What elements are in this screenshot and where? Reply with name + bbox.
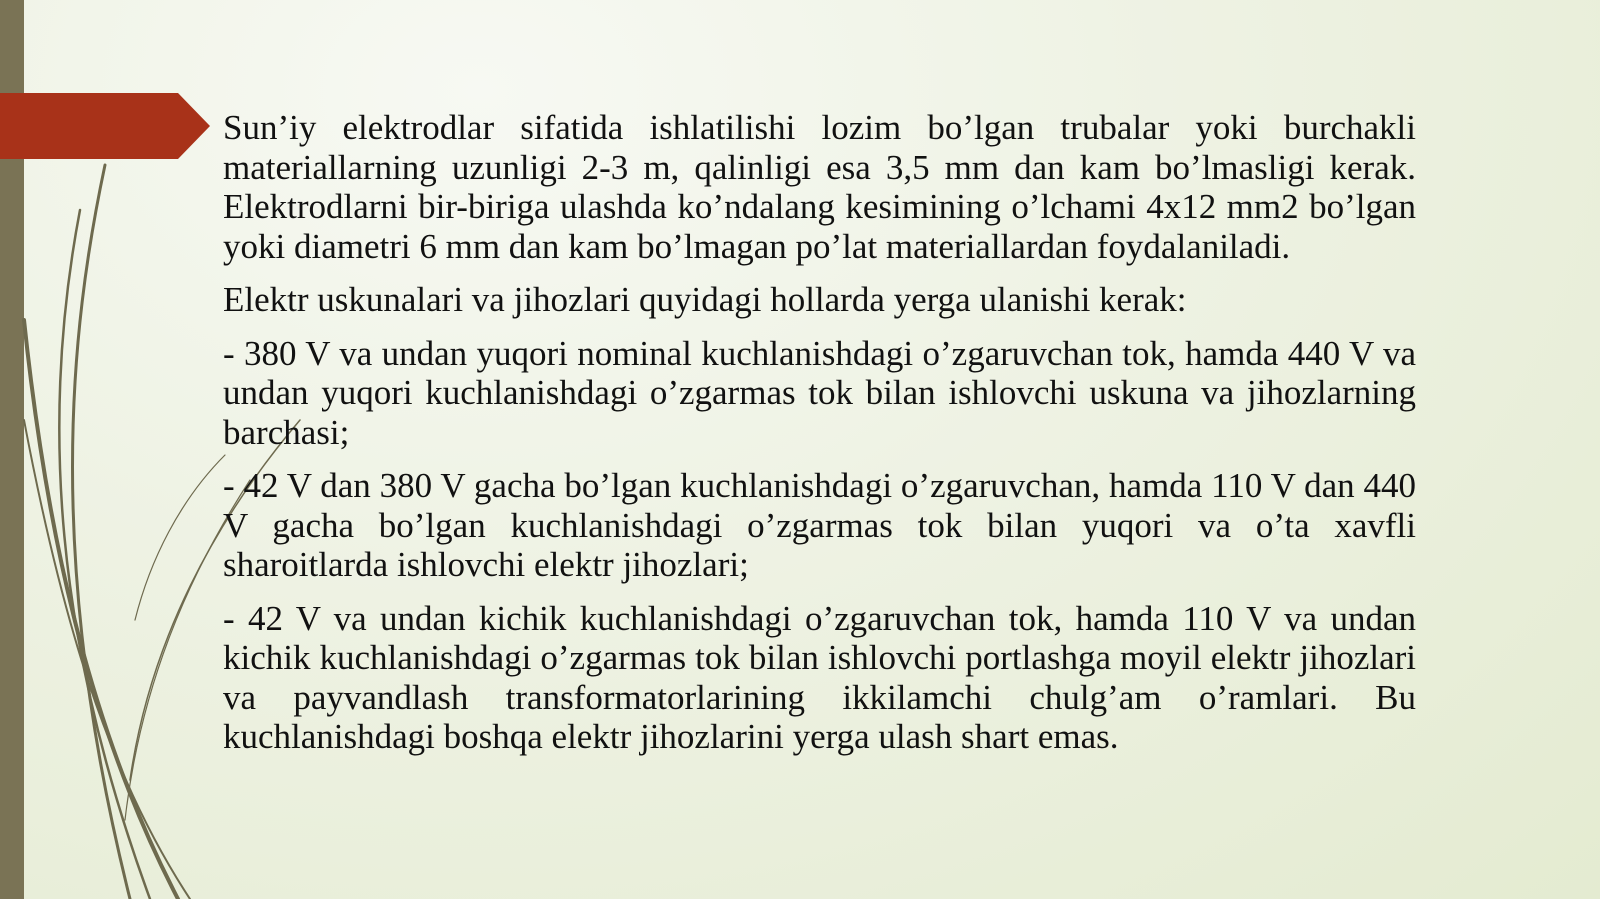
stem-7: [135, 455, 225, 620]
arrow-banner-shape: [0, 93, 210, 159]
list-item-42v-below: - 42 V va undan kichik kuchlanishdagi o’zgaruvchan tok, hamda 110 V va undan kichik kuchlanishdagi o’zgarmas tok bilan ishlovchi portlashga moyil elektr jihozlari va payvandlash transformatorlarining ikkilamchi chulg’am o’ramlari. Bu kuchlanishdagi boshqa elektr jihozlarini yerga ulash shart emas.: [223, 598, 1416, 756]
stem-3: [24, 320, 178, 899]
list-item-42v-380v: - 42 V dan 380 V gacha bo’lgan kuchlanishdagi o’zgaruvchan, hamda 110 V dan 440 V gacha bo’lgan kuchlanishdagi o’zgarmas tok bilan yuqori va o’ta xavfli sharoitlarda ishlovchi elektr jihozlari;: [223, 466, 1416, 584]
stem-2: [59, 210, 150, 899]
arrow-banner-icon: [0, 93, 210, 159]
list-item-380v: - 380 V va undan yuqori nominal kuchlanishdagi o’zgaruvchan tok, hamda 440 V va undan yuqori kuchlanishdagi o’zgarmas tok bilan ishlovchi uskuna va jihozlarning barchasi;: [223, 333, 1416, 452]
stem-1: [73, 165, 131, 899]
slide-body: [223, 108, 1416, 771]
paragraph-grounding-intro: Elektr uskunalari va jihozlari quyidagi hollarda yerga ulanishi kerak:: [223, 280, 1187, 319]
paragraph-electrodes: Sun’iy elektrodlar sifatida ishlatilishi lozim bo’lgan trubalar yoki burchakli materiallarning uzunligi 2-3 m, qalinligi esa 3,5 mm dan kam bo’lmasligi kerak. Elektrodlarni bir-biriga ulashda ko’ndalang kesimining o’lchami 4x12 mm2 bo’lgan yoki diametri 6 mm dan kam bo’lmagan po’lat materiallardan foydalaniladi.: [223, 108, 1416, 266]
